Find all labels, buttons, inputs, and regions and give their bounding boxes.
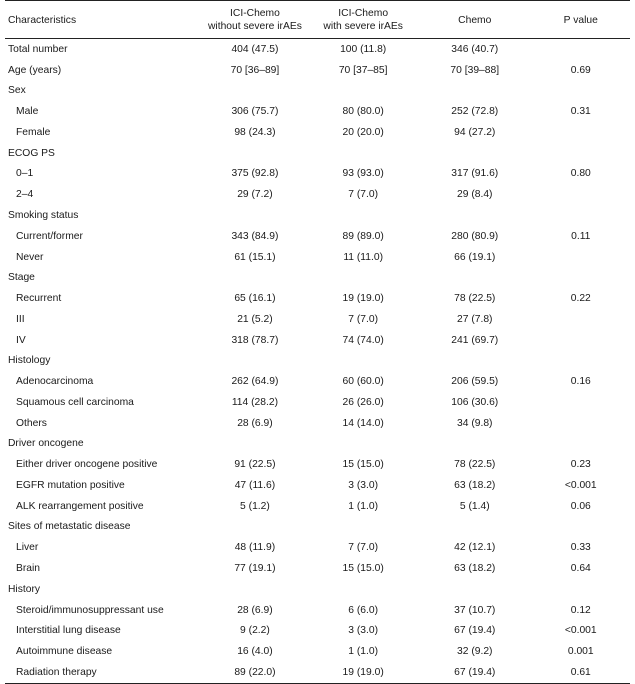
cell-p-value: 0.61 [570, 666, 591, 678]
cell-p-value [532, 434, 630, 455]
cell-chemo: 67 (19.4) [454, 625, 496, 637]
table-row [5, 101, 630, 122]
row-label: Stage [8, 272, 35, 284]
cell-chemo: 67 (19.4) [454, 666, 496, 678]
row-label: Driver oncogene [8, 438, 84, 450]
cell-chemo: 280 (80.9) [451, 230, 499, 242]
row-label: IV [16, 334, 26, 346]
row-label: Brain [16, 563, 41, 575]
table-row [5, 247, 630, 268]
cell-ici-chemo-with: 7 (7.0) [348, 189, 379, 201]
cell-chemo: 241 (69.7) [451, 334, 499, 346]
cell-ici-chemo-with [308, 143, 418, 164]
cell-p-value: 0.31 [570, 106, 591, 118]
cell-chemo [418, 434, 532, 455]
cell-p-value: 0.64 [570, 563, 591, 575]
table-row [5, 184, 630, 205]
table-row [5, 122, 630, 143]
cell-ici-chemo-with: 15 (15.0) [342, 459, 384, 471]
row-label: ECOG PS [8, 147, 55, 159]
cell-chemo: 206 (59.5) [451, 376, 499, 388]
cell-ici-chemo-with: 1 (1.0) [348, 500, 379, 512]
table-row [5, 39, 630, 60]
table-row [5, 496, 630, 517]
cell-p-value: 0.33 [570, 542, 591, 554]
cell-ici-chemo-without: 5 (1.2) [240, 500, 270, 512]
cell-p-value [532, 39, 630, 60]
cell-p-value [532, 247, 630, 268]
row-label: Interstitial lung disease [16, 625, 121, 637]
cell-ici-chemo-without [202, 517, 309, 538]
header-col1-line2: without severe irAEs [208, 21, 302, 32]
row-label: 0–1 [16, 168, 34, 180]
cell-chemo: 29 (8.4) [457, 189, 493, 201]
cell-p-value [532, 143, 630, 164]
header-p-value: P value [563, 14, 598, 26]
header-col1-line1: ICI-Chemo [230, 8, 280, 19]
header-chemo: Chemo [458, 14, 492, 26]
table-row [5, 517, 630, 538]
cell-ici-chemo-without [202, 579, 309, 600]
row-label: Age (years) [8, 64, 62, 76]
cell-p-value: <0.001 [564, 479, 597, 491]
table-row [5, 434, 630, 455]
cell-p-value [532, 392, 630, 413]
cell-ici-chemo-with [308, 434, 418, 455]
cell-chemo [418, 267, 532, 288]
cell-ici-chemo-with: 93 (93.0) [342, 168, 384, 180]
row-label: Female [16, 126, 51, 138]
cell-ici-chemo-with: 19 (19.0) [342, 293, 384, 305]
cell-p-value [532, 413, 630, 434]
cell-p-value: 0.22 [570, 293, 591, 305]
cell-p-value [532, 517, 630, 538]
cell-chemo: 78 (22.5) [454, 459, 496, 471]
cell-ici-chemo-without: 98 (24.3) [234, 126, 276, 138]
cell-ici-chemo-without [202, 267, 309, 288]
cell-ici-chemo-with: 1 (1.0) [348, 646, 379, 658]
cell-ici-chemo-without [202, 143, 309, 164]
cell-ici-chemo-with: 26 (26.0) [342, 396, 384, 408]
table-row [5, 371, 630, 392]
cell-p-value [532, 350, 630, 371]
cell-ici-chemo-with: 20 (20.0) [342, 126, 384, 138]
table-row [5, 81, 630, 102]
cell-ici-chemo-with: 74 (74.0) [342, 334, 384, 346]
cell-p-value: 0.12 [570, 604, 591, 616]
cell-p-value: 0.16 [570, 376, 591, 388]
cell-ici-chemo-without [202, 434, 309, 455]
cell-ici-chemo-without [202, 350, 309, 371]
cell-chemo: 106 (30.6) [451, 396, 499, 408]
cell-chemo [418, 143, 532, 164]
row-label: Male [16, 106, 39, 118]
cell-chemo: 252 (72.8) [451, 106, 499, 118]
cell-chemo [418, 579, 532, 600]
cell-ici-chemo-without: 89 (22.0) [234, 666, 276, 678]
cell-ici-chemo-without: 28 (6.9) [237, 417, 273, 429]
cell-chemo: 78 (22.5) [454, 293, 496, 305]
row-label: History [8, 583, 41, 595]
cell-p-value [532, 330, 630, 351]
table-row [5, 309, 630, 330]
cell-ici-chemo-with: 14 (14.0) [342, 417, 384, 429]
cell-ici-chemo-with [308, 205, 418, 226]
cell-ici-chemo-without: 343 (84.9) [231, 230, 279, 242]
row-label: Total number [8, 43, 68, 55]
row-label: Autoimmune disease [16, 646, 113, 658]
cell-ici-chemo-without: 114 (28.2) [231, 396, 279, 408]
row-label: EGFR mutation positive [16, 479, 125, 491]
cell-ici-chemo-with: 70 [37–85] [338, 64, 388, 76]
cell-ici-chemo-without: 21 (5.2) [237, 313, 273, 325]
cell-chemo [418, 81, 532, 102]
cell-p-value: 0.80 [570, 168, 591, 180]
cell-ici-chemo-with: 7 (7.0) [348, 313, 379, 325]
cell-ici-chemo-with: 7 (7.0) [348, 542, 379, 554]
row-label: Sites of metastatic disease [8, 521, 131, 533]
table-row [5, 537, 630, 558]
cell-p-value [532, 579, 630, 600]
row-label: Either driver oncogene positive [16, 459, 158, 471]
header-ici-chemo-without-severe-iraes [202, 1, 309, 39]
table-row [5, 226, 630, 247]
cell-chemo: 70 [39–88] [450, 64, 500, 76]
cell-chemo: 37 (10.7) [454, 604, 496, 616]
cell-ici-chemo-with: 80 (80.0) [342, 106, 384, 118]
cell-ici-chemo-without: 28 (6.9) [237, 604, 273, 616]
cell-ici-chemo-with [308, 350, 418, 371]
cell-ici-chemo-without [202, 205, 309, 226]
cell-ici-chemo-with: 100 (11.8) [340, 43, 387, 55]
cell-p-value [532, 205, 630, 226]
table-row [5, 641, 630, 662]
cell-ici-chemo-with: 3 (3.0) [348, 625, 379, 637]
table-row [5, 600, 630, 621]
cell-chemo: 34 (9.8) [457, 417, 493, 429]
cell-chemo [418, 205, 532, 226]
cell-ici-chemo-without: 48 (11.9) [234, 542, 276, 554]
row-label: Never [16, 251, 44, 263]
cell-ici-chemo-without: 70 [36–89] [230, 64, 280, 76]
cell-p-value: 0.11 [571, 230, 591, 242]
cell-ici-chemo-with: 15 (15.0) [342, 563, 384, 575]
cell-ici-chemo-with [308, 267, 418, 288]
cell-chemo [418, 517, 532, 538]
cell-ici-chemo-with: 3 (3.0) [348, 479, 379, 491]
table-row [5, 662, 630, 683]
cell-ici-chemo-with [308, 517, 418, 538]
row-label: Squamous cell carcinoma [16, 396, 134, 408]
table-row [5, 288, 630, 309]
cell-chemo [418, 350, 532, 371]
table-row [5, 60, 630, 81]
cell-chemo: 5 (1.4) [459, 500, 490, 512]
cell-chemo: 63 (18.2) [454, 479, 496, 491]
cell-ici-chemo-without: 375 (92.8) [231, 168, 279, 180]
table-row [5, 164, 630, 185]
cell-chemo: 317 (91.6) [451, 168, 499, 180]
cell-p-value: <0.001 [564, 625, 597, 637]
table-row [5, 267, 630, 288]
table-row [5, 330, 630, 351]
cell-ici-chemo-with: 19 (19.0) [342, 666, 384, 678]
row-label: Radiation therapy [16, 666, 97, 678]
cell-p-value: 0.001 [567, 646, 594, 658]
cell-chemo: 32 (9.2) [457, 646, 493, 658]
row-label: Steroid/immunosuppressant use [16, 604, 164, 616]
cell-chemo: 346 (40.7) [451, 43, 499, 55]
cell-chemo: 63 (18.2) [454, 563, 496, 575]
cell-chemo: 94 (27.2) [454, 126, 496, 138]
table-row [5, 558, 630, 579]
row-label: Current/former [16, 230, 83, 242]
table-row [5, 454, 630, 475]
row-label: ALK rearrangement positive [16, 500, 144, 512]
cell-ici-chemo-without: 404 (47.5) [231, 43, 279, 55]
cell-p-value: 0.69 [570, 64, 591, 76]
row-label: Liver [16, 542, 39, 554]
cell-ici-chemo-without: 306 (75.7) [231, 106, 279, 118]
row-label: Smoking status [8, 210, 79, 221]
table-header [5, 1, 630, 39]
table-row [5, 143, 630, 164]
table-row [5, 205, 630, 226]
row-label: 2–4 [16, 189, 34, 201]
cell-ici-chemo-with: 89 (89.0) [342, 230, 384, 242]
cell-p-value [532, 309, 630, 330]
table-body [5, 39, 630, 684]
cell-ici-chemo-without: 77 (19.1) [234, 563, 276, 575]
cell-p-value [532, 267, 630, 288]
cell-ici-chemo-with: 11 (11.0) [343, 251, 383, 263]
cell-ici-chemo-without: 91 (22.5) [234, 459, 276, 471]
characteristics-table [5, 0, 630, 684]
table-row [5, 475, 630, 496]
cell-ici-chemo-without: 65 (16.1) [234, 293, 276, 305]
cell-ici-chemo-without [202, 81, 309, 102]
header-col2-line2: with severe irAEs [323, 21, 403, 32]
table-row [5, 579, 630, 600]
table-row [5, 413, 630, 434]
cell-ici-chemo-with: 60 (60.0) [342, 376, 384, 388]
header-row [5, 1, 630, 39]
cell-chemo: 42 (12.1) [454, 542, 496, 554]
header-ici-chemo-with-severe-iraes [308, 1, 418, 39]
row-label: Adenocarcinoma [16, 376, 94, 388]
cell-ici-chemo-with: 6 (6.0) [348, 604, 379, 616]
table-row [5, 620, 630, 641]
cell-p-value: 0.23 [570, 459, 591, 471]
row-label: Histology [8, 355, 51, 367]
cell-ici-chemo-with [308, 81, 418, 102]
cell-chemo: 27 (7.8) [457, 313, 493, 325]
cell-ici-chemo-without: 9 (2.2) [240, 625, 270, 637]
header-characteristics: Characteristics [8, 14, 77, 26]
cell-ici-chemo-without: 16 (4.0) [237, 646, 273, 658]
cell-p-value: 0.06 [570, 500, 591, 512]
cell-ici-chemo-without: 262 (64.9) [231, 376, 279, 388]
row-label: Others [16, 417, 47, 429]
cell-p-value [532, 184, 630, 205]
row-label: Recurrent [16, 293, 62, 305]
cell-ici-chemo-without: 61 (15.1) [234, 251, 276, 263]
cell-chemo: 66 (19.1) [454, 251, 496, 263]
cell-p-value [532, 122, 630, 143]
header-col2-line1: ICI-Chemo [338, 8, 389, 19]
cell-ici-chemo-with [308, 579, 418, 600]
table-row [5, 392, 630, 413]
table-row [5, 350, 630, 371]
cell-ici-chemo-without: 318 (78.7) [231, 334, 279, 346]
cell-p-value [532, 81, 630, 102]
row-label: Sex [8, 85, 26, 97]
row-label: III [16, 313, 25, 325]
cell-ici-chemo-without: 47 (11.6) [234, 479, 276, 491]
cell-ici-chemo-without: 29 (7.2) [237, 189, 273, 201]
